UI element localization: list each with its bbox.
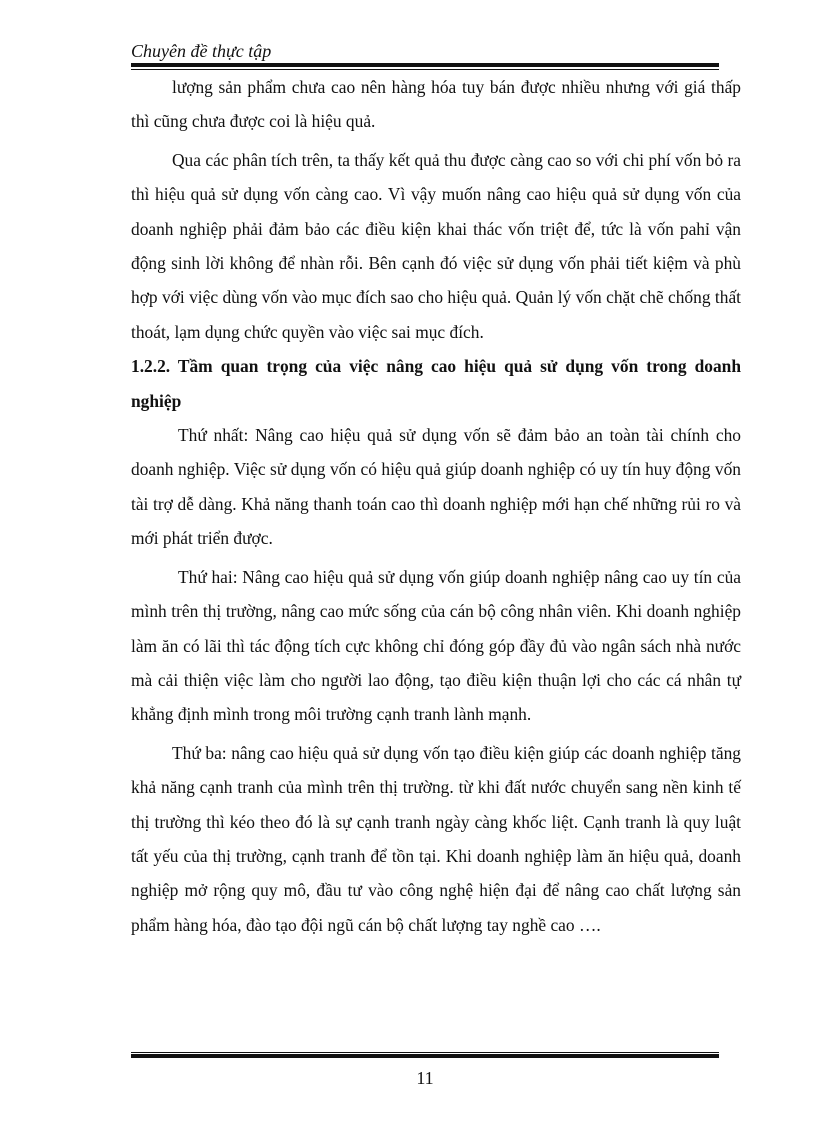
paragraph-1: lượng sản phẩm chưa cao nên hàng hóa tuy bán được nhiều nhưng với giá thấp thì cũng chưa được coi là hiệu quả. xyxy=(131,77,741,132)
footer-rule-thin xyxy=(131,1052,719,1053)
paragraph-4: Thứ hai: Nâng cao hiệu quả sử dụng vốn giúp doanh nghiệp nâng cao uy tín của mình trên thị trường, nâng cao mức sống của cán bộ công nhân viên. Khi doanh nghiệp làm ăn có lãi thì tác động tích cực không chỉ đóng góp đầy đủ vào ngân sách nhà nước mà cải thiện việc làm cho người lao động, tạo điều kiện thuận lợi cho các cá nhân tự khẳng định mình trong môi trường cạnh tranh lành mạnh. xyxy=(131,566,741,725)
header-rule-thick xyxy=(131,63,719,67)
paragraph-5: Thứ ba: nâng cao hiệu quả sử dụng vốn tạo điều kiện giúp các doanh nghiệp tăng khả năng cạnh tranh của mình trên thị trường. từ khi đất nước chuyển sang nền kinh tế thị trường thì kéo theo đó là sự cạnh tranh ngày càng khốc liệt. Cạnh tranh là quy luật tất yếu của thị trường, cạnh tranh để tồn tại. Khi doanh nghiệp làm ăn hiệu quả, doanh nghiệp mở rộng quy mô, đầu tư vào công nghệ hiện đại để nâng cao chất lượng sản phẩm hàng hóa, đào tạo đội ngũ cán bộ chất lượng tay nghề cao …. xyxy=(131,742,741,935)
paragraph-3: Thứ nhất: Nâng cao hiệu quả sử dụng vốn sẽ đảm bảo an toàn tài chính cho doanh nghiệp. Việc sử dụng vốn có hiệu quả giúp doanh nghiệp có uy tín huy động vốn tài trợ dễ dàng. Khả năng thanh toán cao thì doanh nghiệp mới hạn chế những rủi ro và mới phát triển được. xyxy=(131,425,741,549)
paragraph-2: Qua các phân tích trên, ta thấy kết quả thu được càng cao so với chi phí vốn bỏ ra thì hiệu quả sử dụng vốn càng cao. Vì vậy muốn nâng cao hiệu quả sử dụng vốn của doanh nghiệp phải đảm bảo các điều kiện khai thác vốn triệt để, tức là vốn pahỉ vận động sinh lời không để nhàn rỗi. Bên cạnh đó việc sử dụng vốn phải tiết kiệm và phù hợp với việc dùng vốn vào mục đích sao cho hiệu quả. Quản lý vốn chặt chẽ chống thất thoát, lạm dụng chức quyền vào việc sai mục đích. xyxy=(131,149,741,342)
page-footer xyxy=(131,1050,719,1089)
page-number: 11 xyxy=(416,1068,434,1088)
document-body xyxy=(131,70,741,942)
section-heading: 1.2.2. Tầm quan trọng của việc nâng cao hiệu quả sử dụng vốn trong doanh nghiệp xyxy=(131,356,741,411)
page-header xyxy=(131,40,719,70)
footer-rule-thick xyxy=(131,1054,719,1058)
header-title: Chuyên đề thực tập xyxy=(131,41,272,61)
